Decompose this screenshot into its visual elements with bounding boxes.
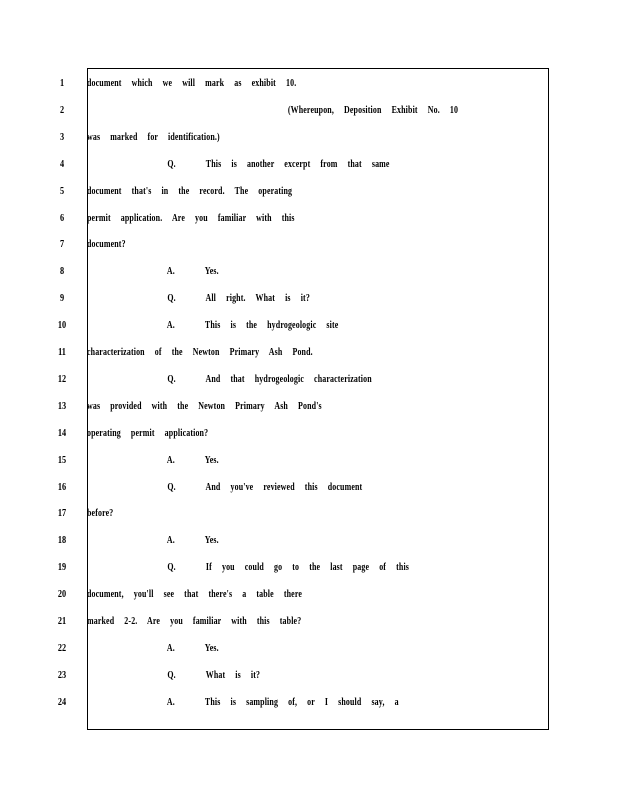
line-number: 2: [59, 103, 65, 116]
line-number: 10: [57, 319, 67, 332]
line-text: Q. And you've reviewed this document: [87, 480, 363, 493]
line-text: permit application. Are you familiar with this: [87, 211, 295, 224]
line-number: 15: [57, 453, 67, 466]
line-text: A. Yes.: [87, 265, 219, 278]
line-number: 3: [59, 130, 65, 143]
line-text: operating permit application?: [87, 426, 209, 439]
line-number: 24: [57, 695, 67, 708]
line-number: 6: [59, 211, 65, 224]
line-text: A. Yes.: [87, 453, 219, 466]
line-number: 4: [59, 157, 65, 170]
line-text: A. This is the hydrogeologic site: [87, 319, 339, 332]
line-text: was provided with the Newton Primary Ash Pond's: [87, 399, 322, 412]
line-number: 21: [57, 615, 67, 627]
line-text: document?: [87, 238, 126, 251]
line-number: 22: [57, 641, 67, 654]
line-text: document that's in the record. The operating: [87, 184, 293, 197]
line-text: A. Yes.: [87, 534, 219, 547]
line-text: A. Yes.: [87, 641, 219, 654]
line-number: 12: [57, 372, 67, 385]
line-number: 17: [57, 507, 67, 520]
line-number: 23: [57, 668, 67, 681]
line-text: was marked for identification.): [87, 130, 220, 143]
line-number: 5: [59, 184, 65, 197]
line-text: Q. What is it?: [87, 668, 261, 681]
line-number: 7: [59, 238, 65, 251]
line-text: Q. This is another excerpt from that same: [87, 157, 390, 170]
line-number: 9: [59, 292, 65, 305]
line-text: characterization of the Newton Primary Ash Pond.: [87, 346, 313, 358]
line-number: 1: [59, 77, 65, 89]
line-number: 13: [57, 399, 67, 412]
line-text: document, you'll see that there's a table there: [87, 588, 303, 601]
line-number: 16: [57, 480, 67, 493]
line-number: 20: [57, 588, 67, 601]
line-number: 8: [59, 265, 65, 278]
line-text: before?: [87, 507, 114, 520]
line-text: document which we will mark as exhibit 10.: [87, 77, 297, 89]
line-number: 18: [57, 534, 67, 547]
line-number: 11: [58, 346, 66, 358]
line-text: marked 2-2. Are you familiar with this table?: [87, 615, 302, 627]
line-text: A. This is sampling of, or I should say, a: [87, 695, 399, 708]
line-text: Q. All right. What is it?: [87, 292, 310, 305]
line-text: (Whereupon, Deposition Exhibit No. 10: [87, 103, 459, 116]
line-number: 19: [57, 561, 67, 574]
line-text: Q. If you could go to the last page of this: [87, 561, 410, 574]
line-number: 14: [57, 426, 67, 439]
line-text: Q. And that hydrogeologic characterization: [87, 372, 372, 385]
